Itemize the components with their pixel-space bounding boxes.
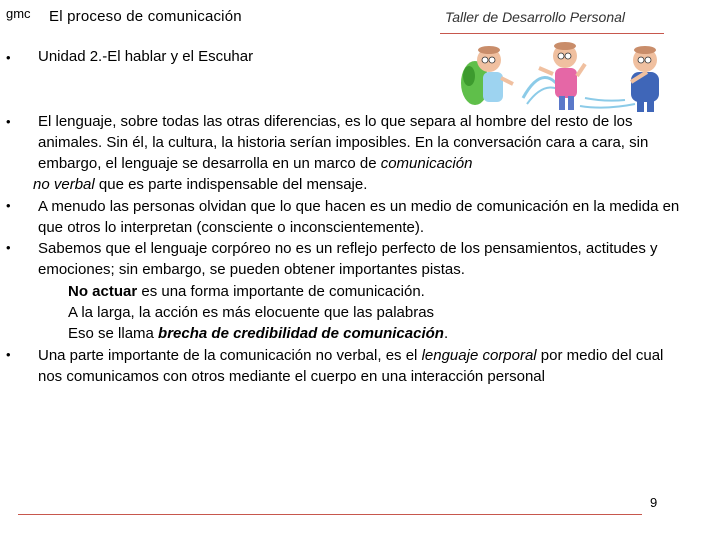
paragraph-line	[38, 153, 472, 174]
bullet-marker: •	[6, 198, 11, 213]
paragraph-line: emociones; sin embargo, se pueden obtener importantes pistas.	[38, 261, 465, 278]
text-run: .	[443, 325, 449, 342]
footer-rule	[18, 514, 642, 515]
text-run: por medio del cual	[536, 347, 664, 364]
page-number: 9	[650, 495, 658, 510]
text-run-italic: no verbal	[33, 176, 95, 193]
bullet-marker: •	[6, 114, 11, 129]
paragraph-line: animales. Sin él, la cultura, la historia serían imposibles. En la conversación cara a cara, sin	[38, 134, 649, 151]
paragraph-line: A menudo las personas olvidan que lo que hacen es un medio de comunicación en la medida en	[38, 198, 680, 215]
bullet-marker: •	[6, 240, 11, 255]
cartoon-illustration	[455, 38, 685, 114]
paragraph-line	[38, 345, 663, 366]
author-initials: gmc	[6, 6, 31, 21]
paragraph-line: A la larga, la acción es más elocuente que las palabras	[68, 304, 435, 321]
paragraph-line: Sabemos que el lenguaje corpóreo no es un reflejo perfecto de los pensamientos, actitudes y	[38, 240, 658, 257]
text-run-bold-italic: brecha de credibilidad de comunicación	[158, 325, 444, 342]
bullet-marker: •	[6, 347, 11, 362]
paragraph-line: nos comunicamos con otros mediante el cuerpo en una interacción personal	[38, 368, 545, 385]
paragraph-line	[68, 323, 448, 344]
text-run: Una parte importante de la comunicación no verbal, es el	[38, 347, 422, 364]
paragraph-line	[68, 281, 425, 302]
text-run: es una forma importante de comunicación.	[137, 283, 425, 300]
text-run-bold: No actuar	[68, 283, 138, 300]
text-run: Eso se llama	[68, 325, 159, 342]
course-name: Taller de Desarrollo Personal	[445, 9, 626, 25]
text-run-italic: comunicación	[380, 155, 473, 172]
text-run-italic: lenguaje corporal	[421, 347, 537, 364]
unit-subtitle: Unidad 2.-El hablar y el Escuhar	[38, 48, 254, 65]
paragraph-line: El lenguaje, sobre todas las otras diferencias, es lo que separa al hombre del resto de los	[38, 113, 633, 130]
header-rule	[440, 33, 664, 34]
paragraph-line	[33, 174, 367, 195]
text-run: embargo, el lenguaje se desarrolla en un marco de	[38, 155, 381, 172]
text-run: que es parte indispensable del mensaje.	[94, 176, 368, 193]
slide-title: El proceso de comunicación	[49, 8, 242, 25]
paragraph-line: que otros lo interpretan (consciente o inconscientemente).	[38, 219, 425, 236]
bullet-marker: •	[6, 50, 11, 65]
